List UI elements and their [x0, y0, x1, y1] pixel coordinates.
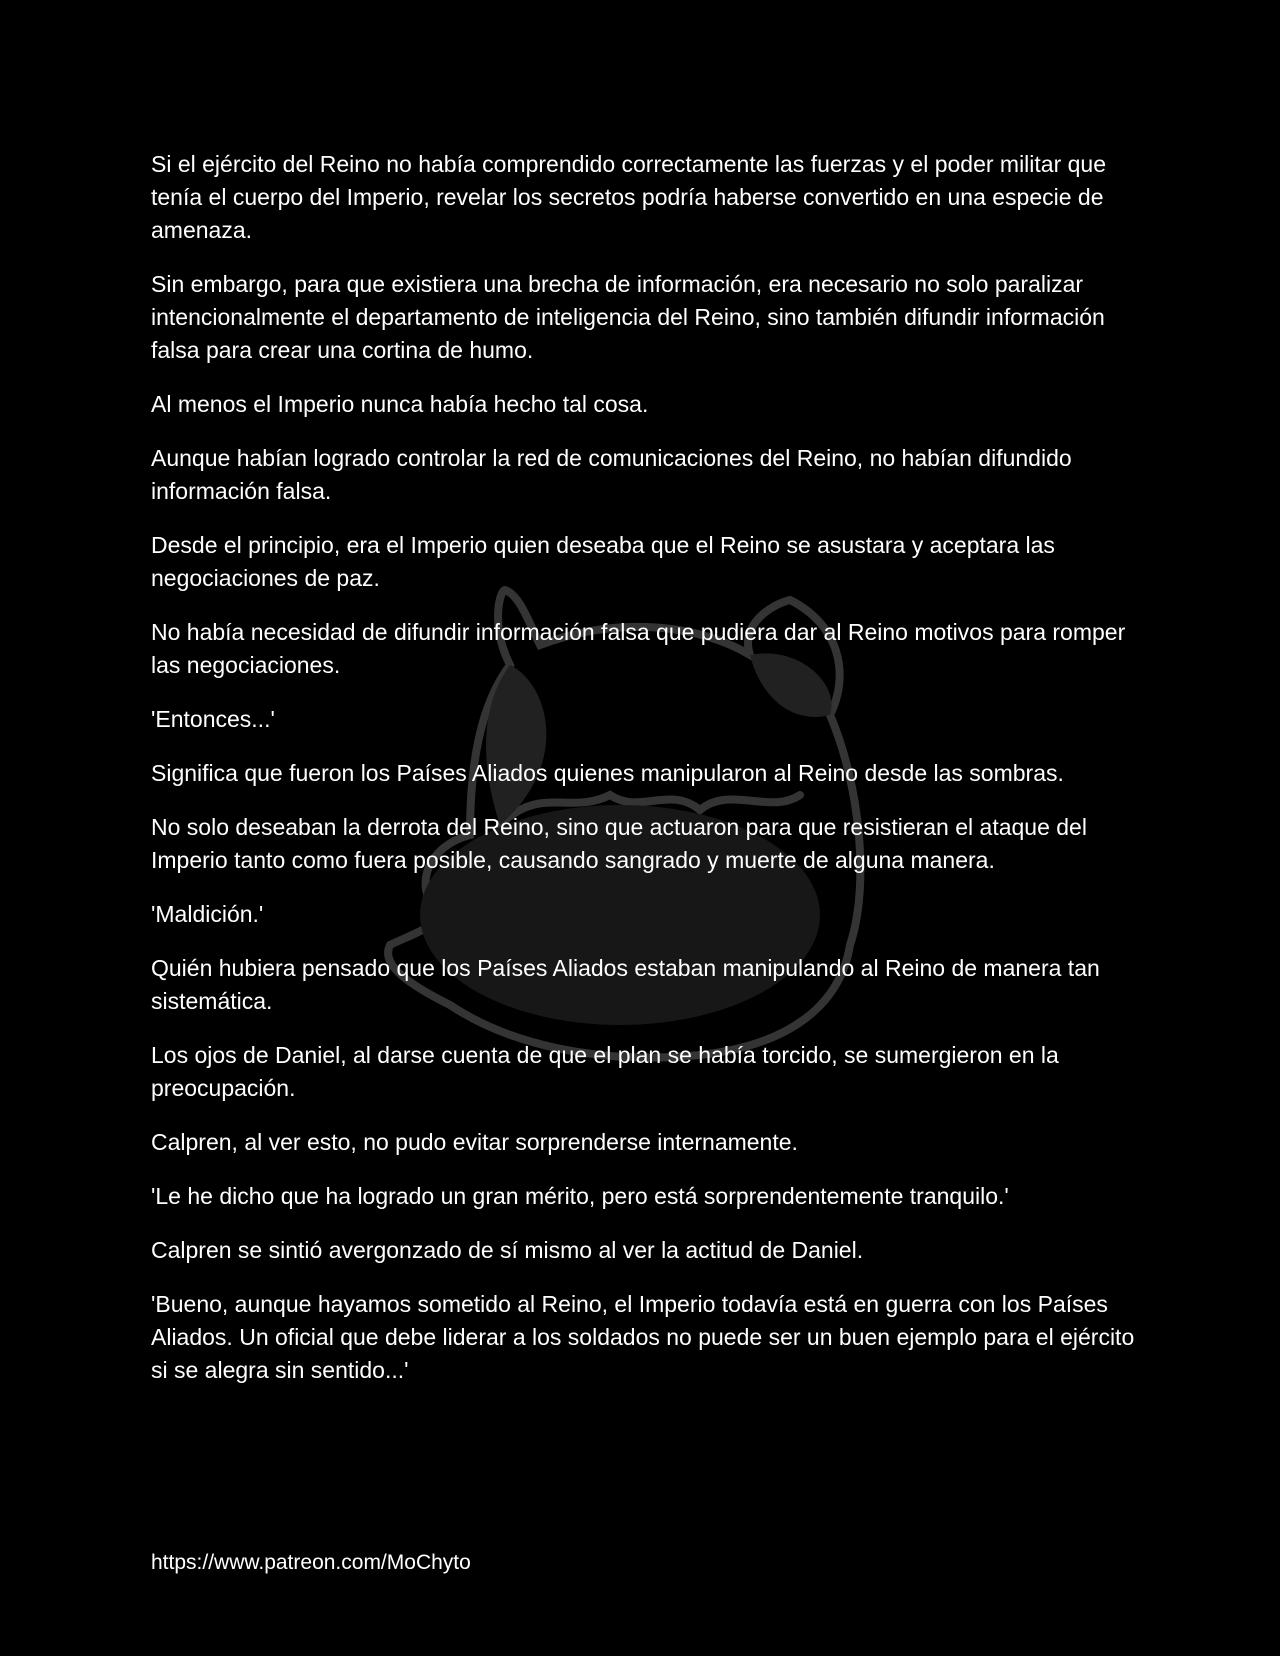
paragraph: 'Bueno, aunque hayamos sometido al Reino, el Imperio todavía está en guerra con los Países Aliados. Un oficial que debe liderar a los soldados no puede ser un buen ejemplo para el ejército si se alegra sin sentido...' — [151, 1291, 1135, 1383]
paragraph: Quién hubiera pensado que los Países Aliados estaban manipulando al Reino de manera tan sistemática. — [151, 955, 1100, 1014]
paragraph: Desde el principio, era el Imperio quien deseaba que el Reino se asustara y aceptara las negociaciones de paz. — [151, 532, 1055, 591]
paragraph: Aunque habían logrado controlar la red de comunicaciones del Reino, no habían difundido información falsa. — [151, 445, 1072, 504]
paragraph: No había necesidad de difundir información falsa que pudiera dar al Reino motivos para romper las negociaciones. — [151, 619, 1126, 678]
paragraph: 'Maldición.' — [151, 901, 264, 927]
paragraph: Sin embargo, para que existiera una brecha de información, era necesario no solo paralizar intencionalmente el departamento de inteligencia del Reino, sino también difundir información falsa para crear una cortina de humo. — [151, 271, 1105, 363]
paragraph: Al menos el Imperio nunca había hecho tal cosa. — [151, 391, 649, 417]
paragraph: Calpren, al ver esto, no pudo evitar sorprenderse internamente. — [151, 1129, 798, 1155]
chapter-text — [151, 148, 1141, 1408]
paragraph: 'Le he dicho que ha logrado un gran mérito, pero está sorprendentemente tranquilo.' — [151, 1183, 1009, 1209]
patreon-link[interactable]: https://www.patreon.com/MoChyto — [151, 1551, 471, 1574]
paragraph: Si el ejército del Reino no había comprendido correctamente las fuerzas y el poder militar que tenía el cuerpo del Imperio, revelar los secretos podría haberse convertido en una especie de amenaza. — [151, 151, 1107, 243]
paragraph: Calpren se sintió avergonzado de sí mismo al ver la actitud de Daniel. — [151, 1237, 864, 1263]
paragraph: No solo deseaban la derrota del Reino, sino que actuaron para que resistieran el ataque del Imperio tanto como fuera posible, causando sangrado y muerte de alguna manera. — [151, 814, 1087, 873]
paragraph: 'Entonces...' — [151, 706, 275, 732]
paragraph: Significa que fueron los Países Aliados quienes manipularon al Reino desde las sombras. — [151, 760, 1064, 786]
paragraph: Los ojos de Daniel, al darse cuenta de que el plan se había torcido, se sumergieron en la preocupación. — [151, 1042, 1059, 1101]
